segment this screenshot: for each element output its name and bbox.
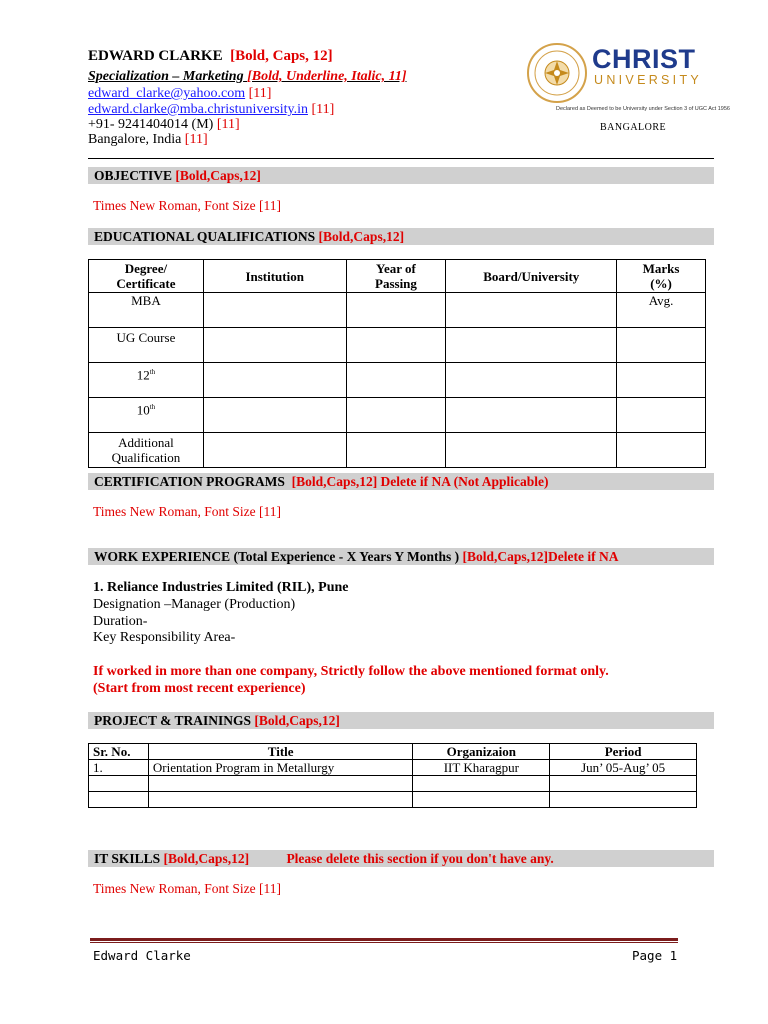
education-title: EDUCATIONAL QUALIFICATIONS [94, 229, 316, 244]
table-row [89, 398, 706, 433]
email-university-note: [11] [311, 102, 335, 117]
footer-page-number: Page 1 [632, 948, 678, 963]
objective-body: Times New Roman, Font Size [11] [93, 198, 281, 213]
work-designation: Designation –Manager (Production) [93, 597, 296, 612]
degree-mba: MBA [89, 293, 204, 328]
it-skills-body: Times New Roman, Font Size [11] [93, 881, 281, 896]
email-university-link[interactable]: edward.clarke@mba.christuniversity.in [88, 102, 308, 117]
name-text: EDWARD CLARKE [88, 48, 223, 64]
logo-city: BANGALORE [600, 122, 667, 133]
education-note: [Bold,Caps,12] [318, 229, 405, 244]
education-heading [88, 228, 714, 245]
col-marks: Marks (%) [617, 260, 706, 293]
col-title: Title [148, 744, 413, 760]
col-org: Organizaion [413, 744, 550, 760]
it-skills-title: IT SKILLS [94, 851, 161, 866]
objective-note: [Bold,Caps,12] [175, 168, 261, 183]
projects-header-row [89, 744, 697, 760]
work-instruction-1: If worked in more than one company, Strictly follow the above mentioned format only. [93, 664, 609, 679]
university-seal-icon [526, 42, 588, 104]
col-sr: Sr. No. [89, 744, 149, 760]
degree-additional: Additional Qualification [89, 433, 204, 468]
phone-text: +91- 9241404014 (M) [88, 117, 214, 132]
table-row [89, 328, 706, 363]
col-institution: Institution [203, 260, 346, 293]
work-company: 1. Reliance Industries Limited (RIL), Pune [93, 580, 349, 595]
col-period: Period [550, 744, 697, 760]
it-skills-delete-note: Please delete this section if you don't have any. [286, 851, 554, 866]
project-period: Jun’ 05-Aug’ 05 [550, 760, 697, 776]
certification-heading [88, 473, 714, 490]
table-row [89, 433, 706, 468]
table-row [89, 776, 697, 792]
project-sr: 1. [89, 760, 149, 776]
name-format-note: [Bold, Caps, 12] [230, 48, 333, 64]
col-degree: Degree/ Certificate [89, 260, 204, 293]
table-row [89, 363, 706, 398]
marks-mba: Avg. [617, 293, 706, 328]
certification-body: Times New Roman, Font Size [11] [93, 504, 281, 519]
projects-title: PROJECT & TRAININGS [94, 713, 252, 728]
education-header-row [89, 260, 706, 293]
specialization-line [88, 68, 407, 85]
work-title: WORK EXPERIENCE (Total Experience - X Years Y Months ) [94, 549, 460, 564]
location-note: [11] [184, 132, 208, 147]
email-personal-note: [11] [248, 86, 272, 101]
specialization-text: Specialization – Marketing [88, 69, 244, 84]
projects-note: [Bold,Caps,12] [254, 713, 340, 728]
col-year: Year of Passing [346, 260, 446, 293]
candidate-name [88, 48, 333, 65]
projects-table [88, 743, 697, 808]
degree-ug: UG Course [89, 328, 204, 363]
education-table [88, 259, 706, 468]
work-heading [88, 548, 714, 565]
degree-10th: 10th [89, 398, 204, 433]
work-kra: Key Responsibility Area- [93, 630, 236, 645]
specialization-format-note: [Bold, Underline, Italic, 11] [247, 69, 407, 84]
degree-12th: 12th [89, 363, 204, 398]
footer-rule-thin [90, 942, 678, 943]
work-instruction-2: (Start from most recent experience) [93, 681, 306, 696]
projects-heading [88, 712, 714, 729]
logo-christ: CHRIST [592, 44, 696, 74]
footer-name: Edward Clarke [93, 948, 191, 963]
col-board: Board/University [446, 260, 617, 293]
project-title: Orientation Program in Metallurgy [148, 760, 413, 776]
header-divider [88, 158, 714, 159]
location-text: Bangalore, India [88, 132, 182, 147]
email-personal-link[interactable]: edward_clarke@yahoo.com [88, 86, 246, 101]
logo-university: UNIVERSITY [594, 73, 703, 87]
it-skills-note: [Bold,Caps,12] [163, 851, 250, 866]
location-line [88, 131, 208, 148]
work-duration: Duration- [93, 614, 148, 629]
table-row [89, 792, 697, 808]
email-personal [88, 85, 271, 102]
it-skills-heading [88, 850, 714, 867]
objective-title: OBJECTIVE [94, 168, 173, 183]
certification-title: CERTIFICATION PROGRAMS [94, 474, 285, 489]
objective-heading [88, 167, 714, 184]
footer-rule-thick [90, 938, 678, 941]
table-row [89, 293, 706, 328]
phone-note: [11] [216, 117, 240, 132]
logo-declared-text: Declared as Deemed to be University under Section 3 of UGC Act 1956 [556, 106, 730, 112]
work-note: [Bold,Caps,12]Delete if NA [462, 549, 619, 564]
certification-note: [Bold,Caps,12] Delete if NA (Not Applicable) [291, 474, 549, 489]
table-row [89, 760, 697, 776]
project-org: IIT Kharagpur [413, 760, 550, 776]
